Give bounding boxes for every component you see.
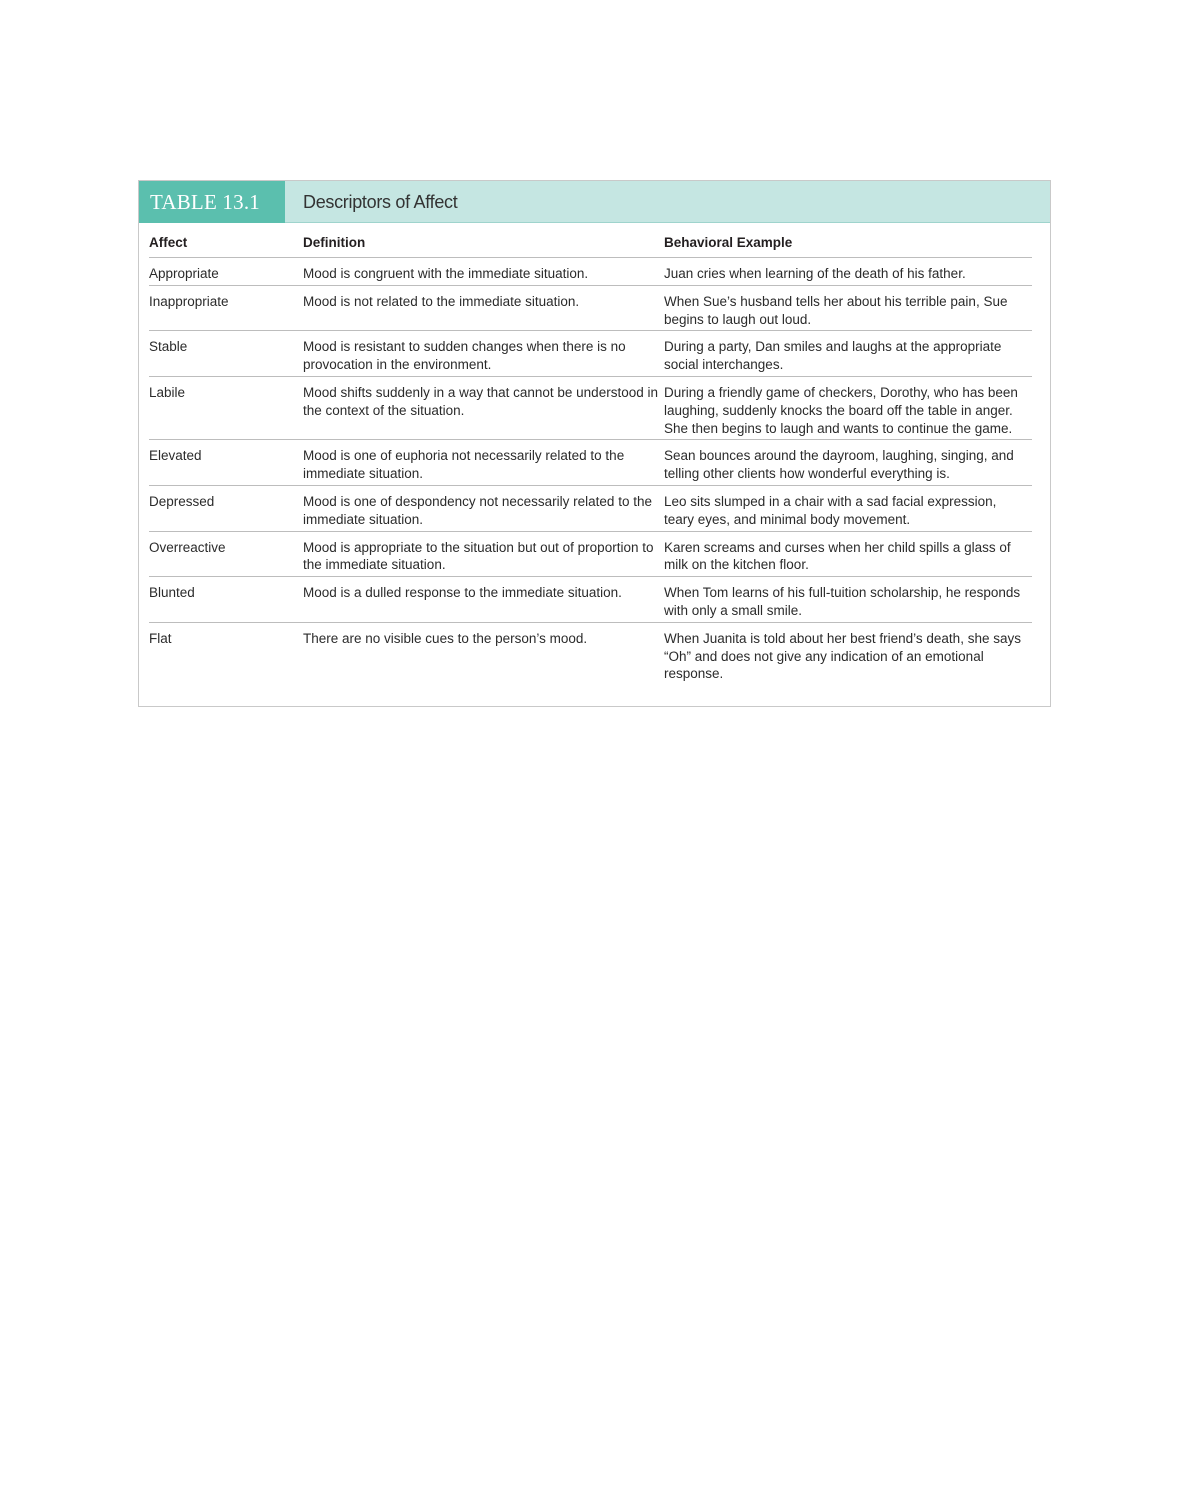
definition-cell: There are no visible cues to the person’s mood. <box>303 630 588 646</box>
table-row <box>149 622 1032 685</box>
example-cell: When Juanita is told about her best friend’s death, she says “Oh” and does not give any indication of an emotional response. <box>664 630 1021 682</box>
table-row <box>149 485 1032 531</box>
affect-table-grid <box>149 235 1032 685</box>
affect-cell: Elevated <box>149 440 303 486</box>
definition-cell: Mood is not related to the immediate situation. <box>303 285 664 331</box>
definition-cell: Mood is congruent with the immediate situation. <box>303 258 664 286</box>
table-row <box>149 331 1032 377</box>
definition-cell: Mood is appropriate to the situation but out of proportion to the immediate situation. <box>303 531 664 577</box>
definition-cell: Mood is one of despondency not necessarily related to the immediate situation. <box>303 485 664 531</box>
table-row <box>149 258 1032 286</box>
definition-cell: Mood is one of euphoria not necessarily related to the immediate situation. <box>303 440 664 486</box>
table-number-label: TABLE 13.1 <box>139 181 285 223</box>
table-row <box>149 531 1032 577</box>
affect-cell: Depressed <box>149 485 303 531</box>
table-row <box>149 285 1032 331</box>
table-title: Descriptors of Affect <box>303 192 458 212</box>
example-cell: During a friendly game of checkers, Dorothy, who has been laughing, suddenly knocks the board off the table in anger. She then begins to laugh and wants to continue the game. <box>664 376 1032 439</box>
example-cell: When Sue’s husband tells her about his terrible pain, Sue begins to laugh out loud. <box>664 285 1032 331</box>
column-header-row <box>149 235 1032 258</box>
table-row <box>149 577 1032 623</box>
table-row <box>149 440 1032 486</box>
affect-cell: Flat <box>149 630 172 646</box>
table-header-bar <box>139 181 1050 223</box>
definition-cell: Mood shifts suddenly in a way that cannot be understood in the context of the situation. <box>303 376 664 439</box>
column-header-definition: Definition <box>303 235 664 258</box>
definition-cell: Mood is resistant to sudden changes when there is no provocation in the environment. <box>303 331 664 377</box>
affect-cell: Stable <box>149 331 303 377</box>
example-cell: Leo sits slumped in a chair with a sad facial expression, teary eyes, and minimal body movement. <box>664 485 1032 531</box>
table-row <box>149 376 1032 439</box>
affect-cell: Appropriate <box>149 258 303 286</box>
affect-cell: Blunted <box>149 577 303 623</box>
column-header-example: Behavioral Example <box>664 235 1032 258</box>
affect-cell: Overreactive <box>149 531 303 577</box>
affect-cell: Labile <box>149 376 303 439</box>
column-header-affect: Affect <box>149 235 303 258</box>
example-cell: During a party, Dan smiles and laughs at the appropriate social interchanges. <box>664 331 1032 377</box>
example-cell: When Tom learns of his full-tuition scholarship, he responds with only a small smile. <box>664 577 1032 623</box>
example-cell: Sean bounces around the dayroom, laughing, singing, and telling other clients how wonderful everything is. <box>664 440 1032 486</box>
descriptors-table <box>138 180 1051 707</box>
definition-cell: Mood is a dulled response to the immediate situation. <box>303 577 664 623</box>
example-cell: Karen screams and curses when her child spills a glass of milk on the kitchen floor. <box>664 531 1032 577</box>
affect-cell: Inappropriate <box>149 285 303 331</box>
example-cell: Juan cries when learning of the death of his father. <box>664 258 1032 286</box>
